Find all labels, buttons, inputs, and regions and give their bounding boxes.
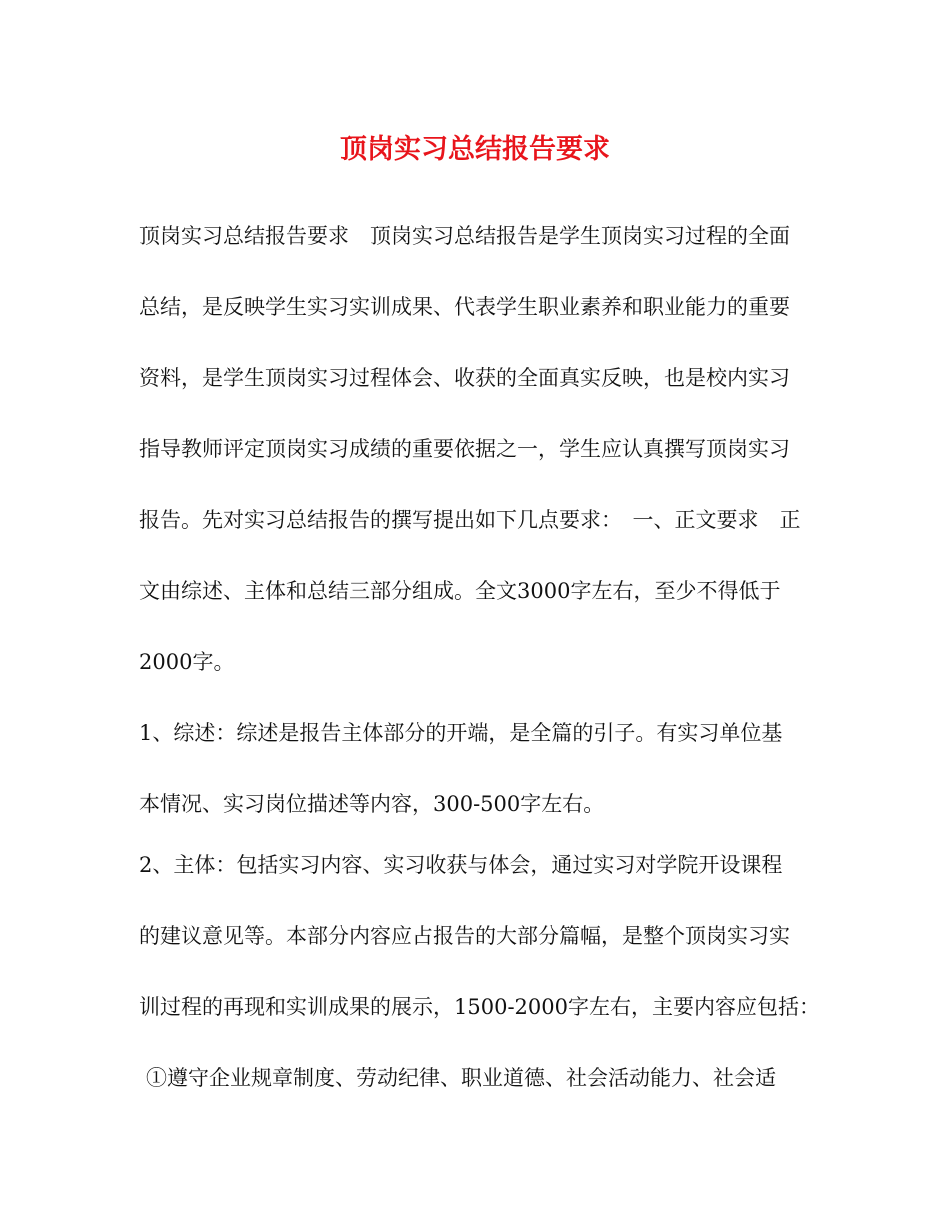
body-line: 本情况、实习岗位描述等内容，300-500字左右。	[139, 792, 605, 816]
body-line: 训过程的再现和实训成果的展示，1500-2000字左右，主要内容应包括：	[139, 995, 820, 1019]
body-line: 1、综述：综述是报告主体部分的开端，是全篇的引子。有实习单位基	[139, 721, 783, 745]
body-line: 资料，是学生顶岗实习过程体会、收获的全面真实反映，也是校内实习	[139, 366, 790, 390]
body-line: 总结，是反映学生实习实训成果、代表学生职业素养和职业能力的重要	[139, 295, 790, 319]
body-line: 报告。先对实习总结报告的撰写提出如下几点要求： 一、正文要求 正	[139, 508, 801, 532]
body-line: 指导教师评定顶岗实习成绩的重要依据之一，学生应认真撰写顶岗实习	[139, 437, 790, 461]
body-line: 2000字。	[139, 650, 235, 674]
body-line: 的建议意见等。本部分内容应占报告的大部分篇幅，是整个顶岗实习实	[139, 924, 790, 948]
body-line: 文由综述、主体和总结三部分组成。全文3000字左右，至少不得低于	[139, 579, 781, 603]
body-line: 顶岗实习总结报告要求 顶岗实习总结报告是学生顶岗实习过程的全面	[139, 224, 790, 248]
body-line: ①遵守企业规章制度、劳动纪律、职业道德、社会活动能力、社会适	[146, 1066, 776, 1090]
document-title: 顶岗实习总结报告要求	[340, 134, 610, 165]
body-line: 2、主体：包括实习内容、实习收获与体会，通过实习对学院开设课程	[139, 853, 783, 877]
